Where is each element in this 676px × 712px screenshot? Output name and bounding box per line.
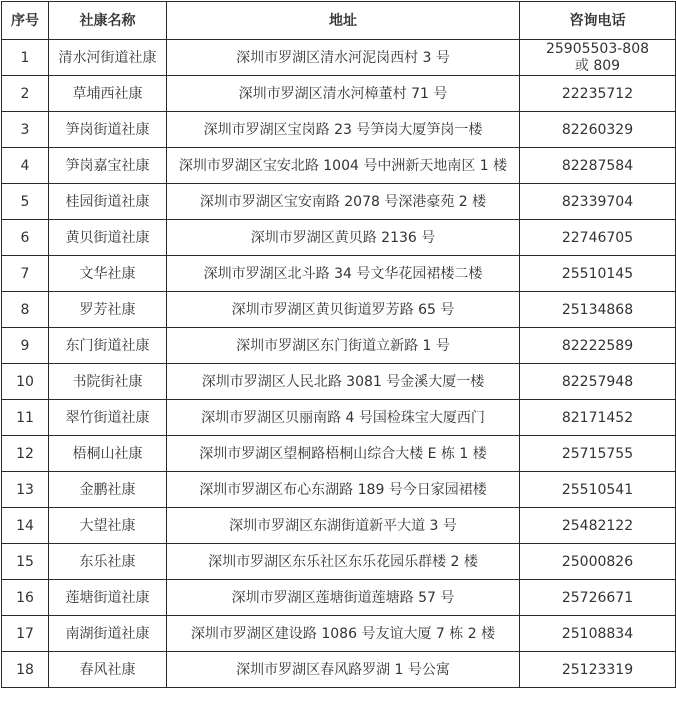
- cell-name: 罗芳社康: [49, 292, 167, 328]
- cell-name: 莲塘街道社康: [49, 580, 167, 616]
- cell-name: 文华社康: [49, 256, 167, 292]
- cell-address: 深圳市罗湖区宝安南路 2078 号深港豪苑 2 楼: [167, 184, 520, 220]
- cell-phone: 25715755: [520, 436, 676, 472]
- cell-address: 深圳市罗湖区人民北路 3081 号金溪大厦一楼: [167, 364, 520, 400]
- cell-name: 黄贝街道社康: [49, 220, 167, 256]
- cell-address: 深圳市罗湖区黄贝路 2136 号: [167, 220, 520, 256]
- table-row: [2, 328, 676, 364]
- header-name: 社康名称: [49, 2, 167, 40]
- phone-line-1: 25905503-808: [545, 40, 650, 57]
- cell-index: 10: [2, 364, 49, 400]
- cell-address: 深圳市罗湖区莲塘街道莲塘路 57 号: [167, 580, 520, 616]
- cell-index: 5: [2, 184, 49, 220]
- cell-address: 深圳市罗湖区布心东湖路 189 号今日家园裙楼: [167, 472, 520, 508]
- cell-index: 12: [2, 436, 49, 472]
- cell-name: 南湖街道社康: [49, 616, 167, 652]
- table-row: [2, 148, 676, 184]
- header-address: 地址: [167, 2, 520, 40]
- table-row: [2, 112, 676, 148]
- cell-phone: 25510145: [520, 256, 676, 292]
- cell-index: 6: [2, 220, 49, 256]
- table-row: [2, 544, 676, 580]
- cell-name: 书院街社康: [49, 364, 167, 400]
- cell-index: 18: [2, 652, 49, 688]
- cell-name: 笋岗街道社康: [49, 112, 167, 148]
- cell-address: 深圳市罗湖区东门街道立新路 1 号: [167, 328, 520, 364]
- cell-name: 桂园街道社康: [49, 184, 167, 220]
- table-row: [2, 652, 676, 688]
- table-row: [2, 40, 676, 76]
- cell-index: 11: [2, 400, 49, 436]
- cell-phone: 22746705: [520, 220, 676, 256]
- cell-address: 深圳市罗湖区贝丽南路 4 号国检珠宝大厦西门: [167, 400, 520, 436]
- cell-name: 大望社康: [49, 508, 167, 544]
- cell-name: 翠竹街道社康: [49, 400, 167, 436]
- cell-address: 深圳市罗湖区东乐社区东乐花园乐群楼 2 楼: [167, 544, 520, 580]
- table-header-row: [2, 2, 676, 40]
- cell-address: 深圳市罗湖区建设路 1086 号友谊大厦 7 栋 2 楼: [167, 616, 520, 652]
- cell-name: 梧桐山社康: [49, 436, 167, 472]
- table-row: [2, 292, 676, 328]
- table-row: [2, 580, 676, 616]
- table-row: [2, 472, 676, 508]
- table-row: [2, 436, 676, 472]
- cell-index: 17: [2, 616, 49, 652]
- cell-phone: 25510541: [520, 472, 676, 508]
- table-row: [2, 256, 676, 292]
- cell-index: 13: [2, 472, 49, 508]
- cell-index: 2: [2, 76, 49, 112]
- cell-phone: 82339704: [520, 184, 676, 220]
- table-row: [2, 400, 676, 436]
- cell-index: 7: [2, 256, 49, 292]
- cell-phone: [520, 40, 676, 76]
- cell-address: 深圳市罗湖区春风路罗湖 1 号公寓: [167, 652, 520, 688]
- cell-phone: 25123319: [520, 652, 676, 688]
- cell-phone: 25726671: [520, 580, 676, 616]
- table-row: [2, 76, 676, 112]
- cell-index: 14: [2, 508, 49, 544]
- clinic-table: [1, 1, 676, 688]
- cell-address: 深圳市罗湖区宝岗路 23 号笋岗大厦笋岗一楼: [167, 112, 520, 148]
- cell-phone: 25134868: [520, 292, 676, 328]
- cell-index: 1: [2, 40, 49, 76]
- cell-address: 深圳市罗湖区望桐路梧桐山综合大楼 E 栋 1 楼: [167, 436, 520, 472]
- cell-name: 清水河街道社康: [49, 40, 167, 76]
- cell-index: 4: [2, 148, 49, 184]
- cell-address: 深圳市罗湖区清水河樟董村 71 号: [167, 76, 520, 112]
- cell-phone: 82222589: [520, 328, 676, 364]
- cell-phone: 25482122: [520, 508, 676, 544]
- cell-phone: 82260329: [520, 112, 676, 148]
- table-row: [2, 508, 676, 544]
- cell-address: 深圳市罗湖区北斗路 34 号文华花园裙楼二楼: [167, 256, 520, 292]
- header-phone: 咨询电话: [520, 2, 676, 40]
- cell-phone: 22235712: [520, 76, 676, 112]
- table-row: [2, 184, 676, 220]
- cell-index: 3: [2, 112, 49, 148]
- cell-phone: 25108834: [520, 616, 676, 652]
- cell-index: 9: [2, 328, 49, 364]
- cell-index: 8: [2, 292, 49, 328]
- cell-phone: 82171452: [520, 400, 676, 436]
- cell-address: 深圳市罗湖区清水河泥岗西村 3 号: [167, 40, 520, 76]
- table-row: [2, 616, 676, 652]
- cell-address: 深圳市罗湖区宝安北路 1004 号中洲新天地南区 1 楼: [167, 148, 520, 184]
- cell-name: 东门街道社康: [49, 328, 167, 364]
- cell-name: 东乐社康: [49, 544, 167, 580]
- cell-name: 草埔西社康: [49, 76, 167, 112]
- cell-index: 16: [2, 580, 49, 616]
- header-index: 序号: [2, 2, 49, 40]
- cell-address: 深圳市罗湖区东湖街道新平大道 3 号: [167, 508, 520, 544]
- cell-index: 15: [2, 544, 49, 580]
- phone-line-2: 或 809: [574, 57, 621, 74]
- cell-address: 深圳市罗湖区黄贝街道罗芳路 65 号: [167, 292, 520, 328]
- cell-name: 笋岗嘉宝社康: [49, 148, 167, 184]
- table-row: [2, 220, 676, 256]
- cell-phone: 82287584: [520, 148, 676, 184]
- cell-phone: 82257948: [520, 364, 676, 400]
- cell-phone: 25000826: [520, 544, 676, 580]
- cell-name: 春风社康: [49, 652, 167, 688]
- table-row: [2, 364, 676, 400]
- cell-name: 金鹏社康: [49, 472, 167, 508]
